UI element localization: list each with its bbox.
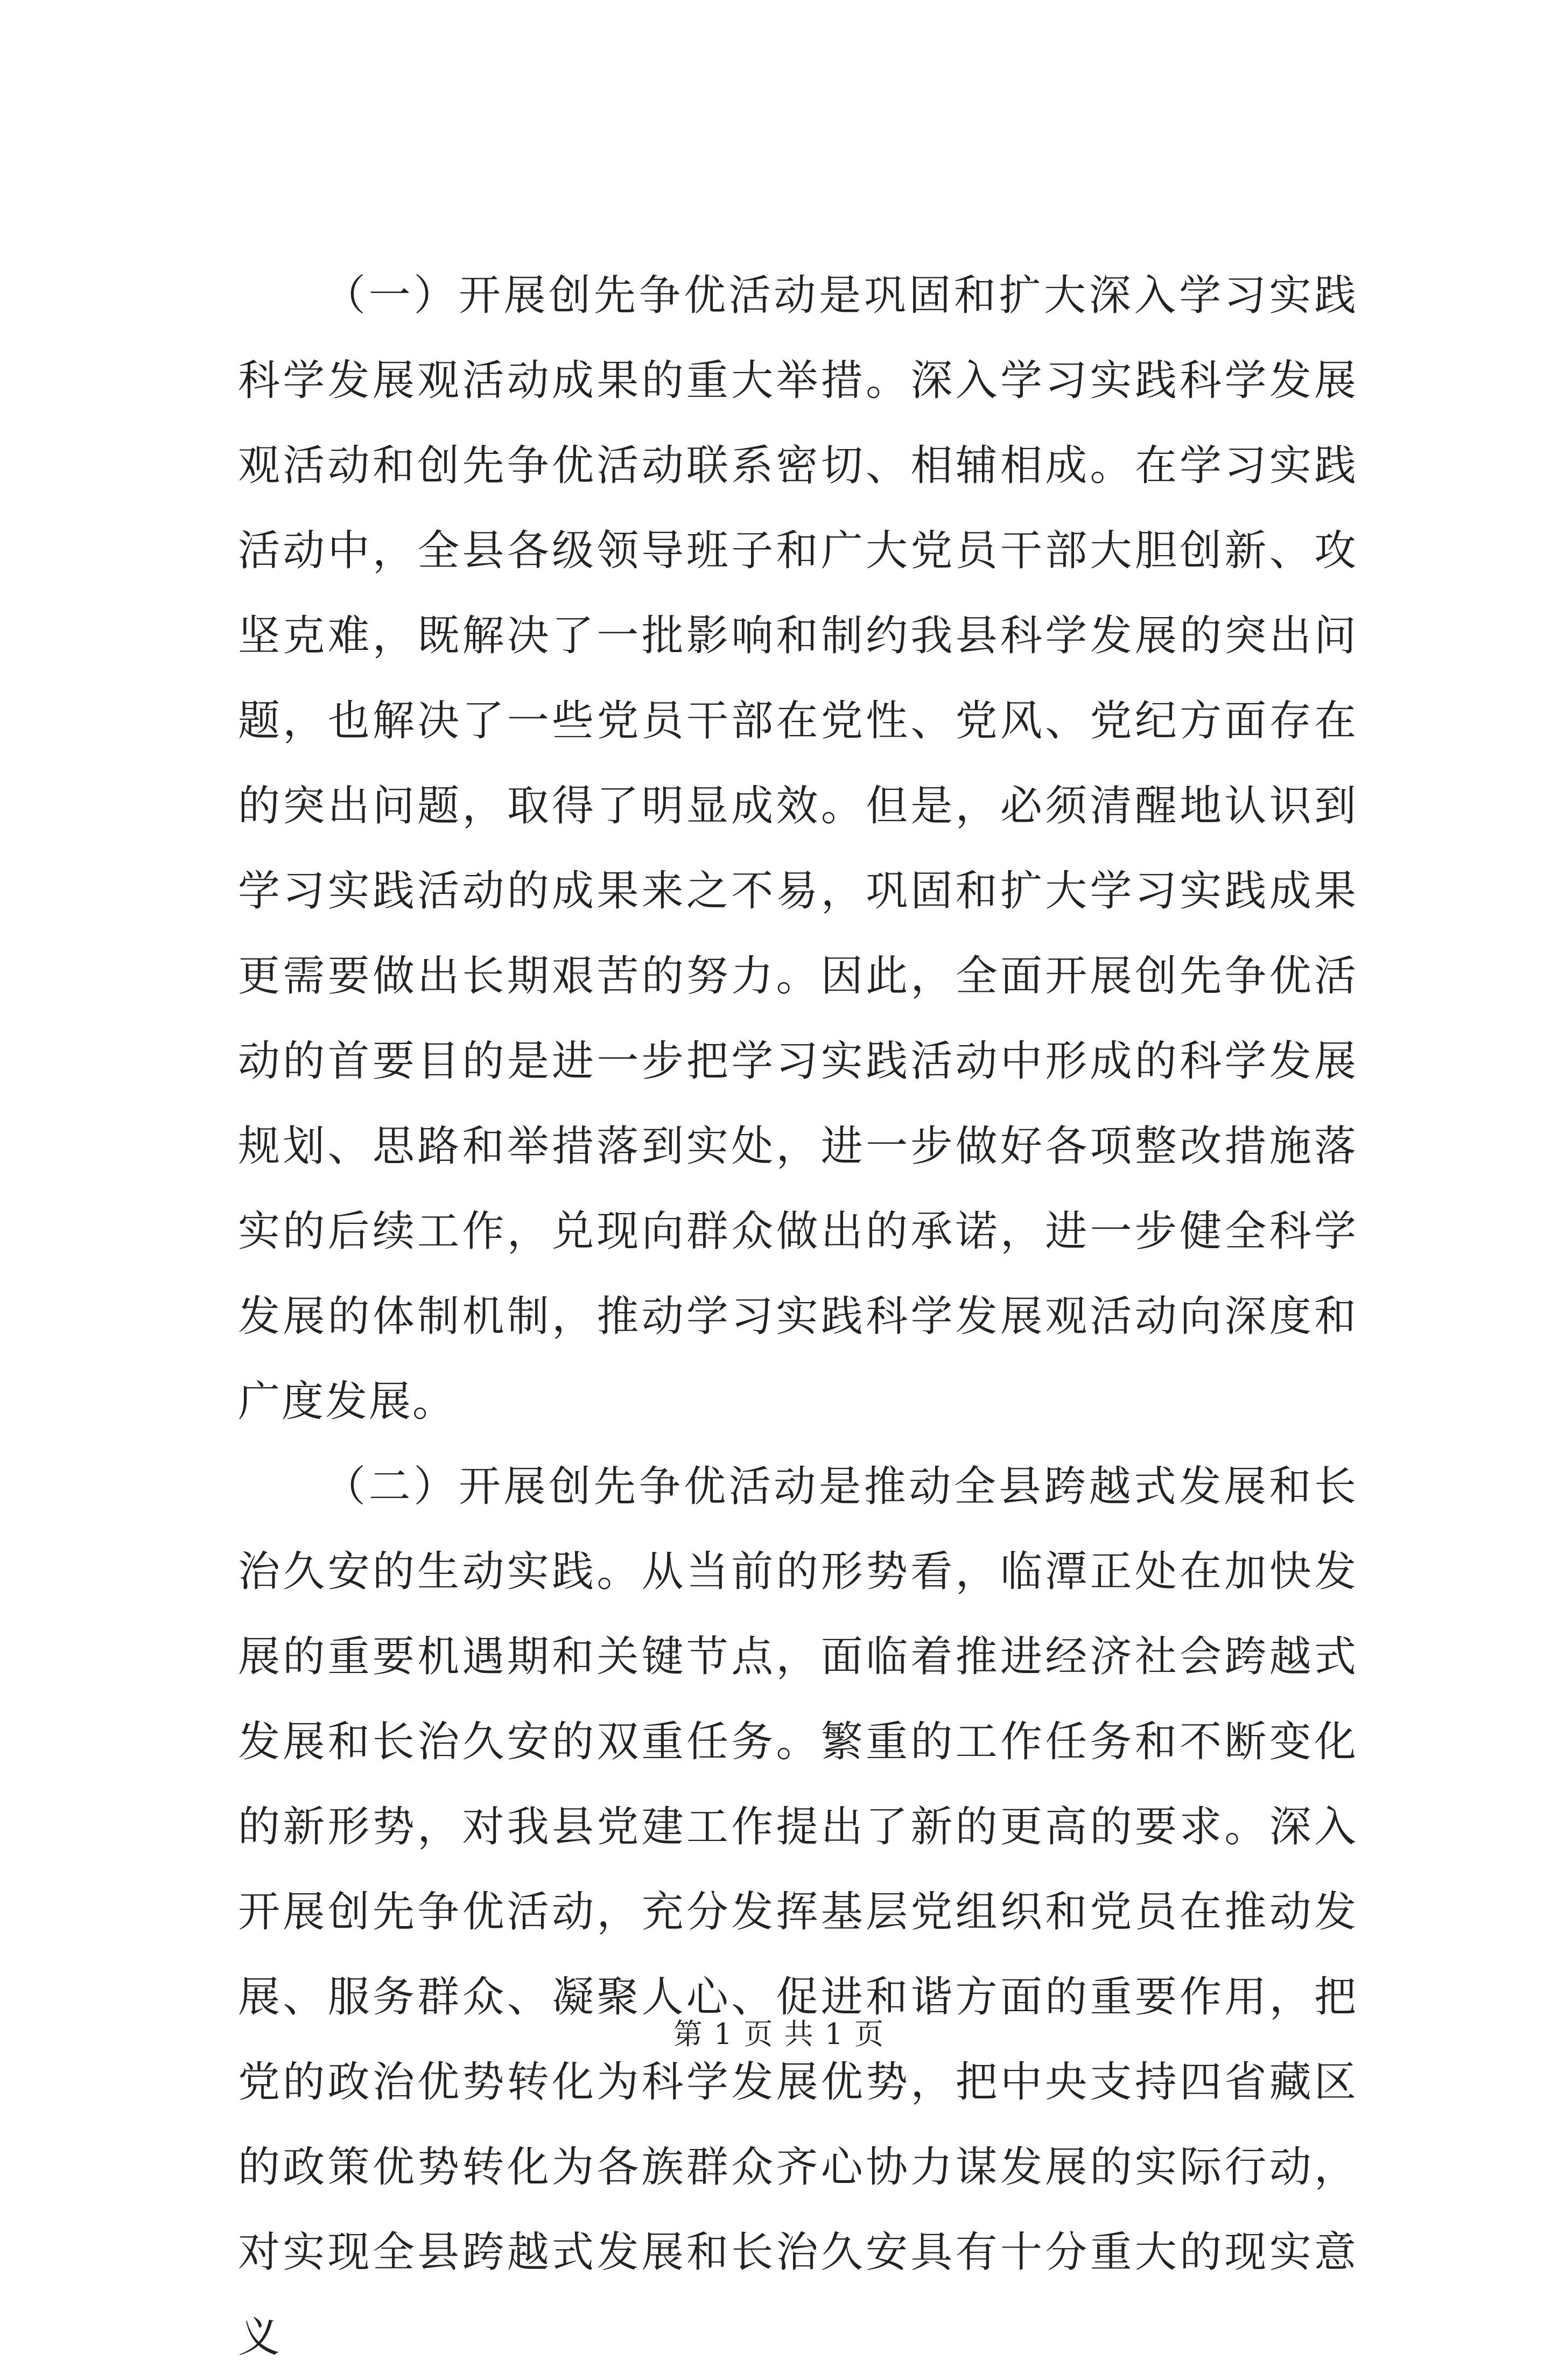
paragraph-1: （一）开展创先争优活动是巩固和扩大深入学习实践科学发展观活动成果的重大举措。深入学习实践科学发展观活动和创先争优活动联系密切、相辅相成。在学习实践活动中，全县各级领导班子和广大党员干部大胆创新、攻坚克难，既解决了一批影响和制约我县科学发展的突出问题，也解决了一些党员干部在党性、党风、党纪方面存在的突出问题，取得了明显成效。但是，必须清醒地认识到学习实践活动的成果来之不易，巩固和扩大学习实践成果更需要做出长期艰苦的努力。因此，全面开展创先争优活动的首要目的是进一步把学习实践活动中形成的科学发展规划、思路和举措落到实处，进一步做好各项整改措施落实的后续工作，兑现向群众做出的承诺，进一步健全科学发展的体制机制，推动学习实践科学发展观活动向深度和广度发展。 [238, 271, 1358, 1426]
document-body [238, 253, 1358, 2380]
page-footer: 第 1 页 共 1 页 [673, 2017, 885, 2051]
paragraph-2: （二）开展创先争优活动是推动全县跨越式发展和长治久安的生动实践。从当前的形势看，临潭正处在加快发展的重要机遇期和关键节点，面临着推进经济社会跨越式发展和长治久安的双重任务。繁重的工作任务和不断变化的新形势，对我县党建工作提出了新的更高的要求。深入开展创先争优活动，充分发挥基层党组织和党员在推动发展、服务群众、凝聚人心、促进和谐方面的重要作用，把党的政治优势转化为科学发展优势，把中央支持四省藏区的政策优势转化为各族群众齐心协力谋发展的实际行动，对实现全县跨越式发展和长治久安具有十分重大的现实意义 [238, 1462, 1358, 2362]
